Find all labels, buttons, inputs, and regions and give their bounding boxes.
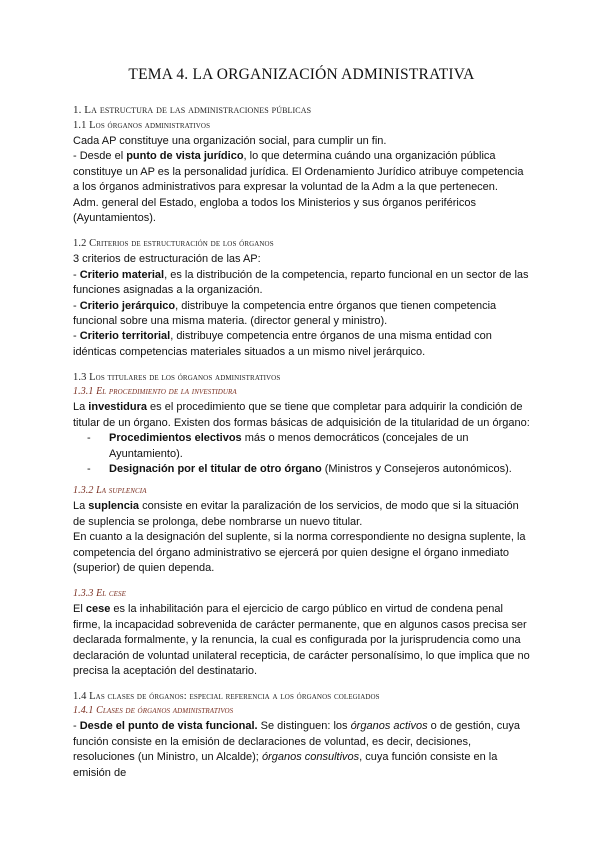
list-item (87, 462, 530, 477)
bold-term: Criterio territorial (79, 330, 171, 343)
subsubsection-heading-1-3-1: 1.3.1 El procedimiento de la investidura (73, 386, 237, 398)
bold-term: Procedimientos electivos (109, 432, 242, 445)
list-item (87, 431, 530, 462)
subsection-heading-1-1: 1.1 Los órganos administrativos (73, 120, 211, 131)
dash: - (73, 330, 80, 343)
page-title: TEMA 4. LA ORGANIZACIÓN ADMINISTRATIVA (128, 66, 475, 83)
paragraph: Cada AP constituye una organización social, para cumplir un fin. (73, 135, 387, 147)
text: - Desde el (73, 150, 127, 163)
text: La (73, 500, 89, 513)
dash-list (73, 431, 530, 477)
criterion-item (73, 329, 530, 360)
paragraph: Adm. general del Estado, engloba a todos los Ministerios y sus órganos periféricos (Ayuntamientos). (73, 196, 476, 225)
text: o de gestión, cuya función consiste en la emisión de declaraciones de voluntad, es decir, decisiones, resoluciones (un Ministro, un Alcalde); (73, 720, 520, 764)
paragraph: En cuanto a la designación del suplente, si la norma correspondiente no designa suplente, la competencia del órgano administrativo se ejercerá por quien designe el órgano inmediato (superior) de quien dependa. (73, 531, 526, 574)
text: es el procedimiento que se tiene que completar para adquirir la condición de titular de un órgano. Existen dos formas básicas de adquisición de la titularidad de un órgano: (73, 401, 530, 429)
bold-term: cese (85, 603, 111, 616)
text: más o menos democráticos (concejales de un Ayuntamiento). (109, 432, 469, 460)
italic-term: órganos consultivos (261, 751, 360, 764)
bold-term: Criterio material (79, 268, 165, 281)
text: , cuya función consiste en la emisión de (73, 751, 498, 779)
bold-term: Criterio jerárquico (79, 299, 176, 312)
text: , distribuye la competencia entre órganos que tienen competencia funcional sobre una misma materia. (director general y ministro). (73, 299, 497, 328)
dash: - (73, 299, 80, 312)
italic-term: órganos activos (350, 720, 428, 733)
bold-term: Designación por el titular de otro órgano (109, 462, 322, 475)
dash: - (87, 462, 91, 475)
section-heading-1: 1. La estructura de las administraciones públicas (73, 104, 312, 116)
criterion-item (73, 299, 530, 330)
text: , lo que determina cuándo una organización pública constituye un AP es la personalidad jurídica. El Ordenamiento Jurídico atribuye competencia a los órganos administrativos para expresar la voluntad de la Adm a la que pertenecen. (73, 150, 524, 194)
dash: - (87, 432, 91, 445)
subsection-heading-1-4: 1.4 Las clases de órganos: especial referencia a los órganos colegiados (73, 691, 380, 703)
text: (Ministros y Consejeros autonómicos). (321, 462, 512, 475)
text: - (73, 720, 80, 733)
paragraph (73, 602, 530, 679)
text: , es la distribución de la competencia, reparto funcional en un sector de las funciones asignadas a la organización. (73, 268, 529, 297)
dash: - (73, 268, 80, 281)
paragraph: 3 criterios de estructuración de las AP: (73, 253, 261, 266)
paragraph (73, 719, 530, 781)
subsection-heading-1-2: 1.2 Criterios de estructuración de los órganos (73, 238, 274, 250)
paragraph (73, 499, 530, 530)
text: El (73, 603, 86, 616)
subsubsection-heading-1-3-2: 1.3.2 La suplencia (73, 485, 147, 497)
text: Se distinguen: los (257, 720, 351, 733)
subsubsection-heading-1-3-3: 1.3.3 El cese (73, 588, 127, 600)
paragraph (73, 400, 530, 431)
bold-term: Desde el punto de vista funcional. (79, 720, 258, 733)
criterion-item (73, 268, 530, 299)
bold-term: suplencia (88, 500, 140, 513)
text: , distribuye competencia entre órganos de una misma entidad con idénticas competencias materiales situados a un mismo nivel jerárquico. (73, 330, 492, 358)
text: consiste en evitar la paralización de los servicios, de modo que si la situación de suplencia se prolonga, debe nombrarse un nuevo titular. (73, 500, 519, 528)
subsection-heading-1-3: 1.3 Los titulares de los órganos administrativos (73, 372, 281, 384)
text: es la inhabilitación para el ejercicio de cargo público en virtud de condena penal firme, la incapacidad sobrevenida de carácter permanente, que en algunos casos precisa ser declarada formalmente, y la renuncia, la cual es configurada por la jurisprudencia como una declaración de voluntad unilateral recepticia, de carácter personalísimo, lo que implica que no precisa la aceptación del destinatario. (73, 603, 530, 677)
subsubsection-heading-1-4-1: 1.4.1 Clases de órganos administrativos (73, 705, 234, 717)
paragraph (73, 149, 530, 195)
text: La (73, 401, 89, 414)
bold-term: investidura (88, 401, 147, 414)
bold-term: punto de vista jurídico (126, 150, 244, 163)
